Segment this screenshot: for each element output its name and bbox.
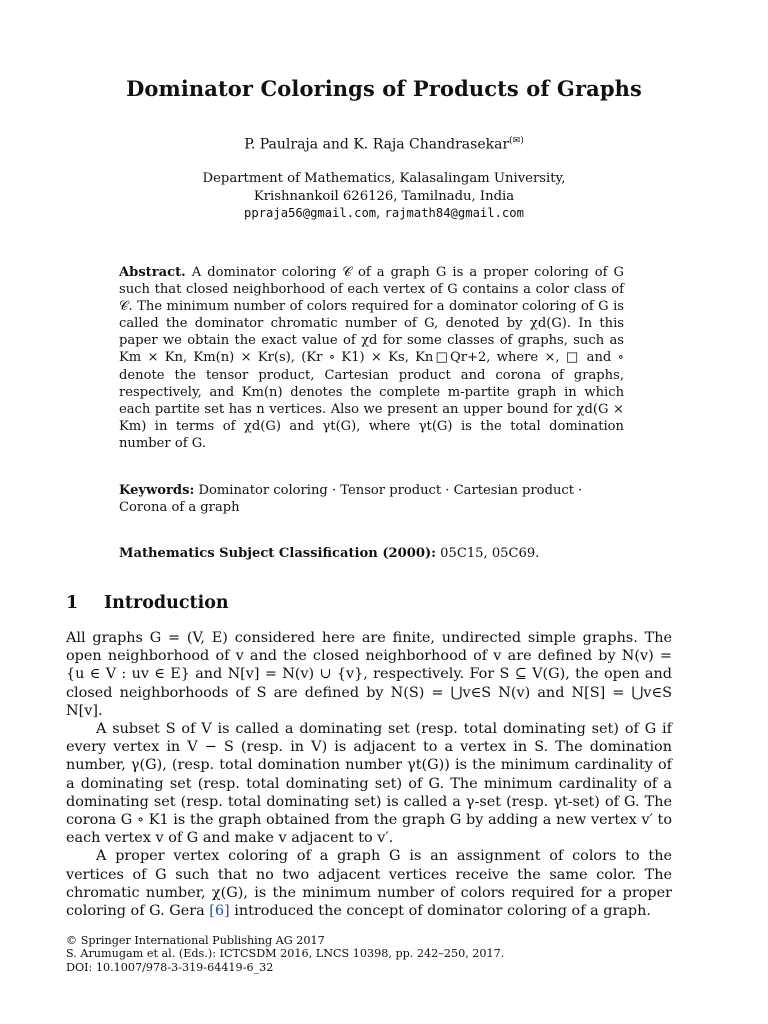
paper-title: Dominator Colorings of Products of Graphs <box>126 76 642 101</box>
copyright-line: © Springer International Publishing AG 2017 <box>66 934 325 947</box>
msc-label: Mathematics Subject Classification (2000): <box>119 546 436 561</box>
citation-link[interactable]: [6] <box>209 903 230 920</box>
affiliation-line-2: Krishnankoil 626126, Tamilnadu, India <box>253 188 515 204</box>
author-line <box>0 136 768 153</box>
section-heading <box>66 593 229 613</box>
subject-classification <box>119 546 624 561</box>
paragraph-3-text-b: introduced the concept of dominator coloring of a graph. <box>229 903 651 920</box>
corresponding-author-mark: (✉) <box>509 136 524 146</box>
affiliation <box>0 170 768 223</box>
paragraph-3-text-a: A proper vertex coloring of a graph G is an assignment of colors to the vertices of G such that no two adjacent vertices receive the same color. The chromatic number, χ(G), is the minimum number of colors required for a proper coloring of G. Gera <box>66 848 672 920</box>
paragraph-2: A subset S of V is called a dominating set (resp. total dominating set) of G if every vertex in V − S (resp. in V) is adjacent to a vertex in S. The domination number, γ(G), (resp. total domination number γt(G)) is the minimum cardinality of a dominating set (resp. total dominating set) of G. The minimum cardinality of a dominating set (resp. total dominating set) is called a γ-set (resp. γt-set) of G. The corona G ∘ K1 is the graph obtained from the graph G by adding a new vertex v′ to each vertex v of G and make v adjacent to v′. <box>66 721 672 847</box>
paragraph-1: All graphs G = (V, E) considered here are finite, undirected simple graphs. The open neighborhood of v and the closed neighborhood of v are defined by N(v) = {u ∈ V : uv ∈ E} and N[v] = N(v) ∪ {v}, respectively. For S ⊆ V(G), the open and closed neighborhoods of S are defined by N(S) = ⋃v∈S N(v) and N[S] = ⋃v∈S N[v]. <box>66 630 672 719</box>
paragraph-3 <box>66 847 672 920</box>
abstract <box>119 264 624 452</box>
doi-line[interactable]: DOI: 10.1007/978-3-319-64419-6_32 <box>66 960 274 974</box>
body-text <box>66 629 672 920</box>
authors: P. Paulraja and K. Raja Chandrasekar <box>244 136 510 153</box>
abstract-label: Abstract. <box>119 265 186 280</box>
affiliation-line-1: Department of Mathematics, Kalasalingam University, <box>202 171 566 186</box>
msc-text: 05C15, 05C69. <box>440 546 540 561</box>
keywords-text: Dominator coloring · Tensor product · Cartesian product · Corona of a graph <box>119 483 583 516</box>
section-number: 1 <box>66 593 79 613</box>
abstract-text: A dominator coloring 𝒞 of a graph G is a proper coloring of G such that closed neighborhood of each vertex of G contains a color class of 𝒞. The minimum number of colors required for a dominator coloring of G is called the dominator chromatic number of G, denoted by χd(G). In this paper we obtain the exact value of χd for some classes of graphs, such as Km × Kn, Km(n) × Kr(s), (Kr ∘ K1) × Ks, Kn□Qr+2, where ×, □ and ∘ denote the tensor product, Cartesian product and corona of graphs, respectively, and Km(n) denotes the complete m-partite graph in which each partite set has n vertices. Also we present an upper bound for χd(G × Km) in terms of χd(G) and γt(G), where γt(G) is the total domination number of G. <box>119 265 624 451</box>
email-line <box>0 205 768 223</box>
proceedings-line: S. Arumugam et al. (Eds.): ICTCSDM 2016, LNCS 10398, pp. 242–250, 2017. <box>66 947 505 961</box>
keywords-label: Keywords: <box>119 483 195 498</box>
section-title: Introduction <box>104 593 229 613</box>
keywords <box>119 482 624 516</box>
email-2[interactable]: rajmath84@gmail.com <box>384 206 524 220</box>
email-1[interactable]: ppraja56@gmail.com <box>244 206 377 220</box>
footer <box>66 934 504 974</box>
email-separator: , <box>376 206 385 221</box>
